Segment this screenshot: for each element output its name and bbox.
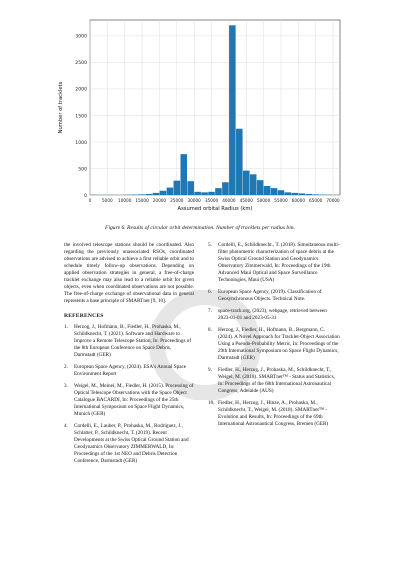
- histogram-bar: [271, 188, 278, 195]
- histogram-bar: [174, 181, 181, 195]
- references-list-right: [208, 242, 340, 428]
- reference-text: Cordelli, E., Lauber, P., Prohaska, M., Rodriguez, J., Schlatter, P., Schildknecht, T. (2019). Recent Developments at the Swiss Optical Ground Station and Geodynamics Observatory ZIMMERWALD, In: Proceedings of the 1st NEO and Debris Detection Conference, Darmstadt (GER): [74, 423, 189, 464]
- histogram-bar: [139, 194, 146, 195]
- reference-item: [208, 367, 340, 395]
- reference-item: [208, 308, 340, 322]
- reference-number: 9.: [208, 367, 212, 373]
- histogram-bar: [146, 194, 153, 195]
- reference-item: [208, 400, 340, 428]
- x-tick-label: 45000: [239, 198, 253, 203]
- x-tick-label: 55000: [274, 198, 288, 203]
- reference-number: 7.: [208, 308, 212, 314]
- y-tick-label: 2500: [75, 61, 87, 67]
- x-tick-label: 20000: [152, 198, 167, 203]
- reference-item: [64, 364, 194, 378]
- plot-area: [90, 20, 340, 195]
- x-tick-label: 60000: [291, 198, 305, 203]
- left-column: [64, 242, 194, 470]
- reference-text: Herzog, J., Fiedler, H., Hofmann, B., Bergmann, C. (2024). A Novel Approach for Tracklet-Object Association Using a Pseudo-Probability Metric, In: Proceedings of the 29th International Symposium on Space Flight Dynamics, Darmstadt (GER): [218, 327, 340, 361]
- histogram-bar: [160, 191, 167, 195]
- figure-caption: Figure 6. Results of circular orbit determination. Number of tracklets per radius bin.: [105, 225, 295, 231]
- reference-text: European Space Agency, (2024). ESA's Annual Space Environment Report: [74, 364, 187, 377]
- histogram-bar: [292, 193, 299, 195]
- references-heading: REFERENCES: [64, 313, 104, 319]
- y-tick-label: 1500: [75, 114, 87, 120]
- reference-number: 5.: [208, 242, 212, 248]
- histogram-figure: [0, 0, 400, 225]
- x-tick-label: 70000: [326, 198, 340, 203]
- reference-item: [208, 242, 340, 284]
- x-tick-label: 40000: [222, 198, 236, 203]
- histogram-bar: [250, 174, 257, 195]
- histogram-bar: [201, 192, 208, 195]
- references-list-left: [64, 324, 194, 465]
- reference-number: 4.: [64, 423, 68, 429]
- reference-item: [64, 423, 194, 465]
- histogram-bar: [236, 129, 243, 195]
- histogram-bar: [278, 190, 285, 195]
- x-tick-label: 65000: [309, 198, 323, 203]
- reference-text: Herzog, J., Hofmann, B., Fiedler, H., Prohaska, M., Schildknecht, T. (2021). Software and Hardware to Improve a Remote Telescope Station, In: Proceedings of the 8th European Conference on Space Debris, Darmstadt (GER): [74, 324, 192, 358]
- histogram-bar: [194, 192, 201, 195]
- histogram-bar: [305, 194, 312, 195]
- histogram-bar: [264, 186, 271, 195]
- x-tick-label: 50000: [256, 198, 271, 203]
- x-tick-label: 0: [88, 198, 92, 203]
- y-axis-label: Number of tracklets: [58, 81, 64, 134]
- reference-text: Weigel, M., Meinel, M., Fiedler, H. (2015). Processing of Optical Telescope Observations with the Space Object Catalogue BACARDI, In: Proceedings of the 25th International Symposium on Space Flight Dynamics, Munich (GER): [74, 383, 194, 417]
- reference-text: space-track.org, (2023), webpage, retrieved between 2023-01-01 and 2023-05-31: [218, 308, 327, 321]
- body-paragraph: the involved telescope stations should be coordinated. Also regarding the previously unassociated RSOs, coordinated observations are advised to achieve a first reliable orbit and to schedule timely follow-up observations. Depending on applied observation strategies in general, a free-of-charge tracklet exchange may also lead to a reliable orbit for given objects, even when coordinated observations are not possible. The free-of-charge exchange of observational data in general represents a base principle of SMARTnet [9, 10].: [64, 242, 194, 304]
- histogram-bar: [285, 192, 292, 195]
- histogram-bar: [180, 154, 187, 195]
- histogram-bar: [299, 193, 306, 195]
- reference-text: European Space Agency, (2019). Classification of Geosynchronous Objects. Technical Note.: [218, 289, 322, 302]
- histogram-bar: [187, 181, 194, 195]
- y-tick-label: 2000: [75, 87, 87, 93]
- x-tick-label: 15000: [135, 198, 149, 203]
- histogram-bar: [208, 192, 215, 195]
- x-axis-label: Assumed orbital Radius (km): [177, 206, 253, 212]
- reference-text: Cordelli, E., Schildknecht., T. (2018). Simultaneous multi-filter photometric characterization of space debris at the Swiss Optical Ground Station and Geodynamics Observatory Zimmerwald, In: Proceedings of the 19th Advanced Maui Optical and Space Surveillance Technologies, Maui (USA): [218, 242, 340, 283]
- histogram-bar: [215, 188, 222, 195]
- x-tick-label: 10000: [118, 198, 132, 203]
- x-tick-label: 30000: [187, 198, 201, 203]
- reference-number: 1.: [64, 324, 68, 330]
- reference-text: Fiedler, H., Herzog, J., Prohaska, M., Schildknecht, T., Weigel, M. (2018). SMARTnet™ - Status and Statistics, In: Proceedings of the 68th International Astronautical Congress, Adelaide (AUS): [218, 367, 335, 394]
- y-tick-label: 0: [84, 193, 87, 199]
- right-column: [208, 242, 340, 433]
- x-tick-label: 5000: [102, 198, 113, 203]
- histogram-bar: [243, 171, 250, 195]
- histogram-bar: [312, 194, 319, 195]
- histogram-chart: [0, 0, 400, 225]
- reference-number: 3.: [64, 383, 68, 389]
- reference-item: [208, 289, 340, 303]
- reference-item: [64, 383, 194, 418]
- reference-number: 6.: [208, 289, 212, 295]
- x-tick-label: 25000: [170, 198, 184, 203]
- reference-text: Fiedler, H., Herzog, J., Hinze, A., Prohaska, M., Schildknecht, T., Weigel, M. (2018). SMARTnet™ - Evolution and Results, In: Proceedings of the 69th International Astronautical Congress, Bremen (GER): [218, 400, 329, 427]
- y-tick-label: 3000: [75, 34, 87, 40]
- x-tick-label: 35000: [204, 198, 219, 203]
- reference-item: [208, 327, 340, 362]
- reference-item: [64, 324, 194, 359]
- histogram-bar: [153, 193, 160, 195]
- y-tick-label: 500: [78, 167, 87, 173]
- reference-number: 10.: [208, 400, 215, 406]
- histogram-bar: [229, 25, 236, 195]
- histogram-bar: [257, 180, 264, 195]
- reference-number: 2.: [64, 364, 68, 370]
- histogram-bar: [167, 188, 174, 195]
- histogram-bar: [222, 182, 229, 195]
- reference-number: 8.: [208, 327, 212, 333]
- y-tick-label: 1000: [75, 140, 87, 146]
